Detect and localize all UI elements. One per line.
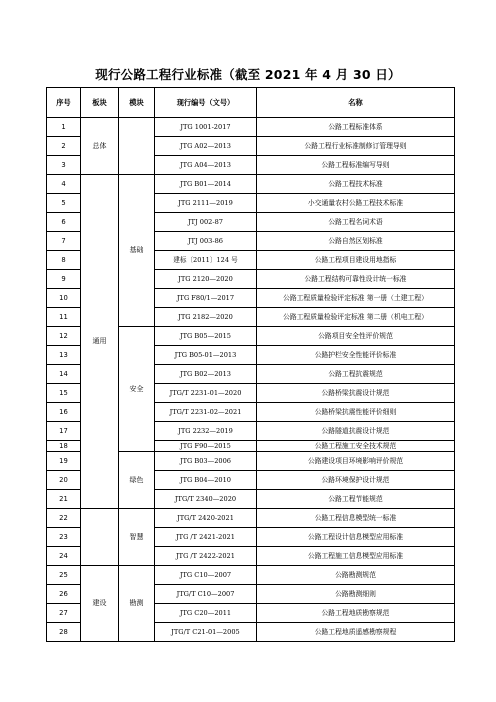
row-number: 5 (47, 194, 81, 213)
standard-code: JTG B04—2010 (155, 471, 257, 490)
table-row (47, 509, 455, 528)
standard-name: 公路隧道抗震设计规范 (257, 422, 455, 441)
module-cell: 智慧 (119, 509, 155, 566)
row-number: 10 (47, 289, 81, 308)
row-number: 16 (47, 403, 81, 422)
standard-name: 公路工程质量检验评定标准 第二册（机电工程） (257, 308, 455, 327)
standard-code: JTG B05—2015 (155, 327, 257, 346)
row-number: 11 (47, 308, 81, 327)
standard-name: 公路工程施工信息模型应用标准 (257, 547, 455, 566)
standard-code: JTG /T 2421-2021 (155, 528, 257, 547)
standard-name: 公路工程标准编写导则 (257, 156, 455, 175)
row-number: 9 (47, 270, 81, 289)
standard-name: 公路工程抗震规范 (257, 365, 455, 384)
standard-name: 公路工程标准体系 (257, 118, 455, 137)
standard-code: JTG 2182—2020 (155, 308, 257, 327)
standard-code: JTG 1001-2017 (155, 118, 257, 137)
standards-table (46, 87, 455, 642)
header-name: 名称 (257, 88, 455, 118)
row-number: 25 (47, 566, 81, 585)
standard-code: 建标〔2011〕124 号 (155, 251, 257, 270)
row-number: 26 (47, 585, 81, 604)
standard-code: JTG F90—2015 (155, 441, 257, 452)
standard-code: JTG C10—2007 (155, 566, 257, 585)
standard-code: JTG A02—2013 (155, 137, 257, 156)
standard-code: JTG B03—2006 (155, 452, 257, 471)
standard-name: 公路工程节能规范 (257, 490, 455, 509)
standard-code: JTJ 003-86 (155, 232, 257, 251)
row-number: 13 (47, 346, 81, 365)
row-number: 27 (47, 604, 81, 623)
standard-name: 公路建设项目环境影响评价规范 (257, 452, 455, 471)
module-cell: 绿色 (119, 452, 155, 509)
row-number: 24 (47, 547, 81, 566)
standard-name: 公路工程名词术语 (257, 213, 455, 232)
standard-code: JTG B02—2013 (155, 365, 257, 384)
standard-name: 公路工程地质遥感勘察规程 (257, 623, 455, 642)
row-number: 28 (47, 623, 81, 642)
row-number: 14 (47, 365, 81, 384)
standard-name: 公路桥梁抗震设计规范 (257, 384, 455, 403)
row-number: 21 (47, 490, 81, 509)
section-cell: 建设 (81, 566, 119, 642)
row-number: 1 (47, 118, 81, 137)
standard-name: 公路勘测规范 (257, 566, 455, 585)
standard-name: 公路工程设计信息模型应用标准 (257, 528, 455, 547)
module-cell: 基础 (119, 175, 155, 327)
standard-name: 公路工程信息模型统一标准 (257, 509, 455, 528)
standard-name: 公路工程质量检验评定标准 第一册（土建工程） (257, 289, 455, 308)
standard-code: JTG B01—2014 (155, 175, 257, 194)
row-number: 20 (47, 471, 81, 490)
row-number: 15 (47, 384, 81, 403)
module-cell: 勘测 (119, 566, 155, 642)
standard-name: 公路项目安全性评价规范 (257, 327, 455, 346)
page-title: 现行公路工程行业标准（截至 2021 年 4 月 30 日） (95, 67, 401, 82)
standard-code: JTG A04—2013 (155, 156, 257, 175)
standard-code: JTG/T 2340—2020 (155, 490, 257, 509)
section-cell: 总体 (81, 118, 119, 175)
module-cell-empty (119, 118, 155, 175)
standard-code: JTG C20—2011 (155, 604, 257, 623)
row-number: 3 (47, 156, 81, 175)
table-row (47, 566, 455, 585)
row-number: 23 (47, 528, 81, 547)
table-row (47, 118, 455, 137)
standard-code: JTG/T 2231-01—2020 (155, 384, 257, 403)
table-row (47, 175, 455, 194)
standard-code: JTG/T 2231-02—2021 (155, 403, 257, 422)
table-header-row (47, 88, 455, 118)
header-code: 现行编号（文号） (155, 88, 257, 118)
row-number: 6 (47, 213, 81, 232)
section-cell-empty (81, 509, 119, 566)
standard-code: JTG 2120—2020 (155, 270, 257, 289)
section-cell: 通用 (81, 175, 119, 509)
standard-code: JTG /T 2422-2021 (155, 547, 257, 566)
standard-name: 公路勘测细则 (257, 585, 455, 604)
module-cell: 安全 (119, 327, 155, 452)
standard-code: JTJ 002-87 (155, 213, 257, 232)
row-number: 22 (47, 509, 81, 528)
standard-code: JTG 2232—2019 (155, 422, 257, 441)
header-module: 模块 (119, 88, 155, 118)
standard-code: JTG 2111—2019 (155, 194, 257, 213)
row-number: 19 (47, 452, 81, 471)
standard-name: 公路环境保护设计规范 (257, 471, 455, 490)
standard-code: JTG/T 2420-2021 (155, 509, 257, 528)
standard-code: JTG/T C10—2007 (155, 585, 257, 604)
standard-name: 公路自然区划标准 (257, 232, 455, 251)
standard-code: JTG/T C21-01—2005 (155, 623, 257, 642)
standard-name: 公路工程行业标准制修订管理导则 (257, 137, 455, 156)
standard-name: 公路桥梁抗震性能评价细则 (257, 403, 455, 422)
standard-name: 公路工程地质勘察规范 (257, 604, 455, 623)
row-number: 2 (47, 137, 81, 156)
standard-code: JTG F80/1—2017 (155, 289, 257, 308)
standard-name: 公路工程施工安全技术规范 (257, 441, 455, 452)
standard-name: 小交通量农村公路工程技术标准 (257, 194, 455, 213)
row-number: 12 (47, 327, 81, 346)
standard-name: 公路护栏安全性能评价标准 (257, 346, 455, 365)
standard-code: JTG B05-01—2013 (155, 346, 257, 365)
row-number: 7 (47, 232, 81, 251)
standard-name: 公路工程项目建设用地指标 (257, 251, 455, 270)
row-number: 18 (47, 441, 81, 452)
standard-name: 公路工程结构可靠性设计统一标准 (257, 270, 455, 289)
header-section: 板块 (81, 88, 119, 118)
row-number: 8 (47, 251, 81, 270)
header-no: 序号 (47, 88, 81, 118)
standard-name: 公路工程技术标准 (257, 175, 455, 194)
row-number: 17 (47, 422, 81, 441)
row-number: 4 (47, 175, 81, 194)
